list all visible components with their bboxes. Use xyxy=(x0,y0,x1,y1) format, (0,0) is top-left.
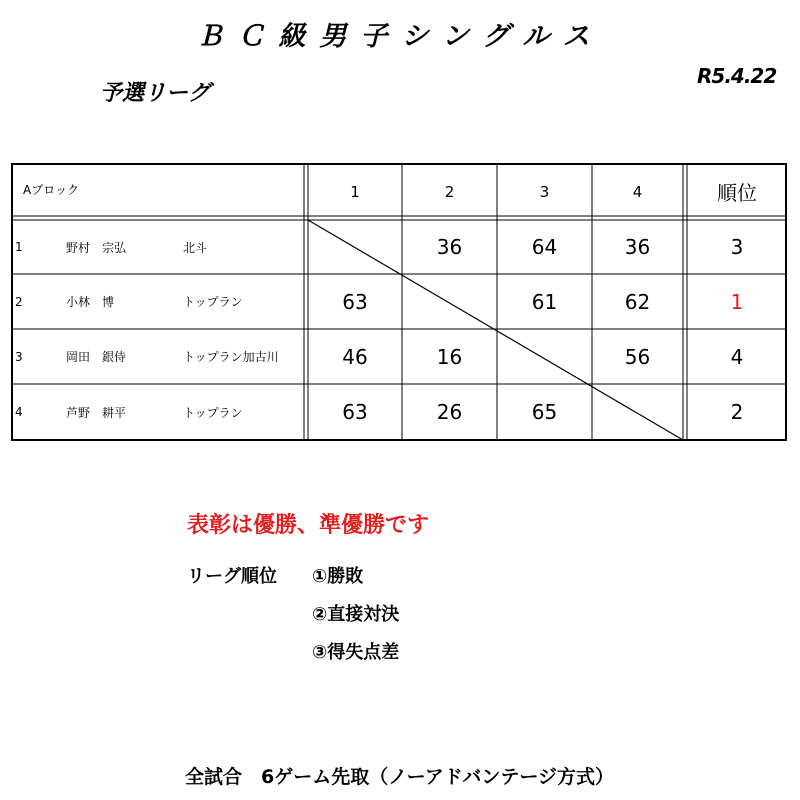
page-title: ＢＣ級男子シングルス xyxy=(196,21,604,52)
score-cell: 64 xyxy=(531,235,558,259)
rank-cell: 4 xyxy=(730,344,744,369)
score-cell: 26 xyxy=(436,400,463,424)
player-name: 芦野 耕平 xyxy=(66,405,127,420)
award-notice: 表彰は優勝、準優勝です xyxy=(187,513,430,538)
row-number: 2 xyxy=(15,294,23,309)
player-name: 岡田 銀侍 xyxy=(66,350,127,364)
player-name: 小林 博 xyxy=(66,295,115,309)
score-cell: 46 xyxy=(342,344,368,369)
score-cell: 61 xyxy=(531,289,558,314)
player-club: トップラン加古川 xyxy=(183,350,279,364)
column-header-3: 3 xyxy=(539,182,550,201)
score-cell: 63 xyxy=(342,400,368,424)
rank-header: 順位 xyxy=(717,181,757,205)
match-format-note: 全試合 6ゲーム先取（ノーアドバンテージ方式） xyxy=(185,766,614,788)
rank-cell: 2 xyxy=(730,400,744,424)
score-cell: 65 xyxy=(531,400,558,424)
column-header-1: 1 xyxy=(350,182,360,201)
row-number: 4 xyxy=(15,405,23,419)
ranking-criterion: ②直接対決 xyxy=(312,604,400,625)
rank-cell: 1 xyxy=(730,289,744,314)
date-label: R5.4.22 xyxy=(697,64,777,88)
column-header-2: 2 xyxy=(444,182,455,201)
player-name: 野村 宗弘 xyxy=(66,240,127,255)
rank-cell: 3 xyxy=(730,235,744,259)
player-club: 北斗 xyxy=(183,240,208,255)
ranking-criteria-label: リーグ順位 xyxy=(187,566,277,587)
score-cell: 63 xyxy=(342,289,368,314)
block-label: Aブロック xyxy=(23,183,79,197)
column-header-4: 4 xyxy=(632,182,643,201)
score-cell: 56 xyxy=(624,344,651,369)
player-club: トップラン xyxy=(183,405,243,420)
score-cell: 16 xyxy=(436,344,463,369)
player-club: トップラン xyxy=(183,295,243,309)
ranking-criterion: ①勝敗 xyxy=(312,566,364,587)
row-number: 3 xyxy=(15,349,23,364)
league-table xyxy=(11,163,787,441)
score-cell: 62 xyxy=(624,289,651,314)
score-cell: 36 xyxy=(624,235,651,259)
score-cell: 36 xyxy=(436,235,463,259)
page-subtitle: 予選リーグ xyxy=(100,81,211,106)
row-number: 1 xyxy=(15,240,23,254)
ranking-criterion: ③得失点差 xyxy=(312,642,400,663)
